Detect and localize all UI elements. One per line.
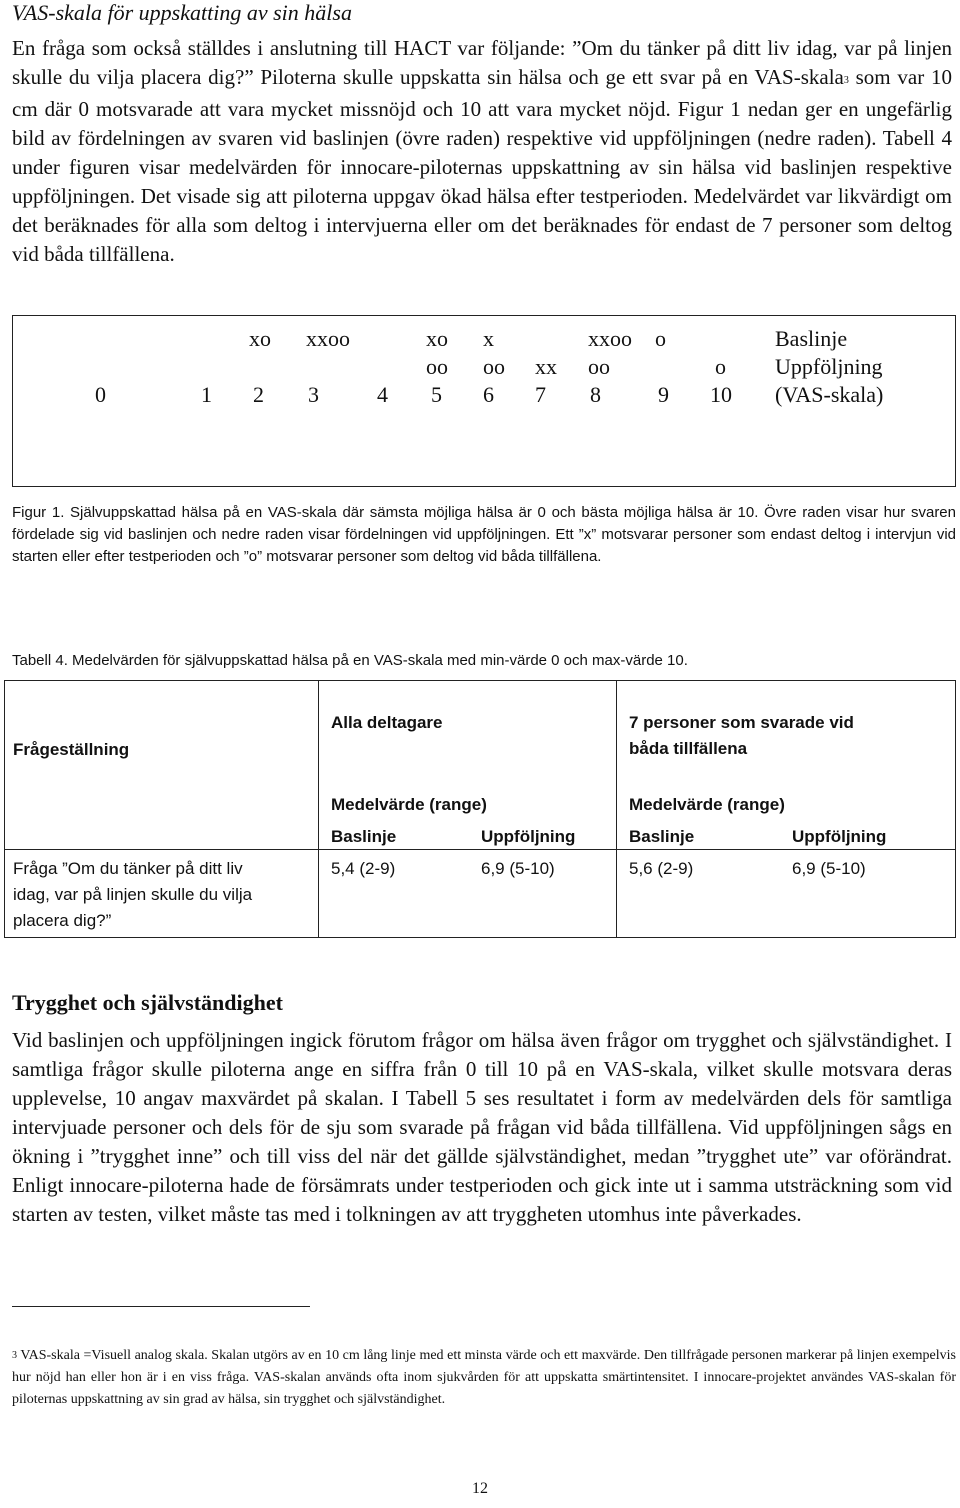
followup-mark-10: o: [715, 354, 726, 379]
cell-baseline-all: 5,4 (2-9): [331, 859, 396, 878]
intro-text-2: som var 10 cm där 0 motsvarade att vara mycket missnöjd och 10 att vara mycket nöjd. Figur 1 nedan ger en ungefärlig bild av fördelningen av svaren vid baslinjen (övre raden) respektive vid uppföljningen (nedre raden). Tabell 4 under figuren visar medelvärden för innocare-piloternas uppskattning av sin hälsa vid baslinjen respektive uppföljningen. Det visade sig att piloterna uppgav ökad hälsa efter testperioden. Medelvärdet var likvärdigt om det beräknades för alla som deltog i intervjuerna eller om det beräknades för endast de 7 personer som deltog vid båda tillfällena.: [12, 65, 952, 266]
baseline-mark-6: x: [483, 326, 494, 351]
header-seven-persons-1: 7 personer som svarade vid: [629, 713, 854, 732]
followup-mark-5: oo: [426, 354, 448, 379]
subheader-mean-all: Medelvärde (range): [331, 795, 487, 814]
section2-title: Trygghet och självständighet: [12, 990, 283, 1015]
scale-7: 7: [535, 382, 546, 407]
footnote-rule: [12, 1306, 310, 1307]
cell-baseline-seven: 5,6 (2-9): [629, 859, 694, 878]
baseline-mark-3: xxoo: [306, 326, 350, 351]
table-divider: [318, 681, 319, 937]
header-seven-persons-2: båda tillfällena: [629, 739, 748, 758]
section-title: VAS-skala för uppskatting av sin hälsa: [12, 0, 352, 25]
scale-8: 8: [590, 382, 601, 407]
table-caption: Tabell 4. Medelvärden för självuppskattad hälsa på en VAS-skala med min-värde 0 och max-värde 10.: [12, 652, 688, 669]
scale-1: 1: [201, 382, 212, 407]
table-divider: [616, 681, 617, 937]
scale-2: 2: [253, 382, 264, 407]
page-number: 12: [472, 1480, 488, 1497]
scale-6: 6: [483, 382, 494, 407]
table-divider: [5, 849, 955, 850]
cell-followup-all: 6,9 (5-10): [481, 859, 555, 878]
row-question-1: Fråga ”Om du tänker på ditt liv: [13, 859, 243, 878]
subheader-followup-all: Uppföljning: [481, 827, 576, 846]
intro-paragraph: [12, 34, 952, 269]
header-question: Frågeställning: [13, 740, 130, 759]
cell-followup-seven: 6,9 (5-10): [792, 859, 866, 878]
scale-10: 10: [710, 382, 732, 407]
scale-3: 3: [308, 382, 319, 407]
footnote-text: VAS-skala =Visuell analog skala. Skalan utgörs av en 10 cm lång linje med ett minsta värde och ett maxvärde. Den tillfrågade personen markerar på linjen exempelvis hur nöjd han eller hon är i en viss fråga. VAS-skalan används ofta inom sjukvården för att uppskatta smärtintensitet. I innocare-projektet användes VAS-skalan för piloternas uppskattning av sin grad av hälsa, sin trygghet och självständighet.: [12, 1348, 956, 1407]
followup-mark-7: xx: [535, 354, 557, 379]
baseline-mark-9: o: [655, 326, 666, 351]
figure-1: [12, 315, 956, 487]
scale-0: 0: [95, 382, 106, 407]
label-baseline: Baslinje: [775, 326, 848, 351]
followup-mark-8: oo: [588, 354, 610, 379]
footnote-ref[interactable]: 3: [843, 75, 849, 86]
header-all-participants: Alla deltagare: [331, 713, 443, 732]
section2-text: Vid baslinjen och uppföljningen ingick förutom frågor om hälsa även frågor om trygghet och självständighet. I samtliga frågor skulle piloterna ange en siffra från 0 till 10 på en VAS-skala, vilket skulle motsvara deras upplevelse, 10 angav maxvärdet på skalan. I Tabell 5 ses resultatet i form av medelvärden dels för samtliga intervjuade personer och dels för de sju som svarade på frågan vid båda tillfällena. Vid uppföljningen sågs en ökning i ”trygghet inne” och till viss del när det gällde självständighet, medan ”trygghet ute” var oförändrat. Enligt innocare-piloterna hade de försämrats under testperioden och gick inte ut i samma utsträckning som vid starten av testen, vilket måste tas med i tolkningen av att tryggheten utomhus inte påverkades.: [12, 1028, 952, 1226]
subheader-mean-seven: Medelvärde (range): [629, 795, 785, 814]
section2-paragraph: [12, 1026, 952, 1229]
scale-5: 5: [431, 382, 442, 407]
baseline-mark-2: xo: [249, 326, 271, 351]
table-4: [4, 680, 956, 938]
subheader-baseline-seven: Baslinje: [629, 827, 695, 846]
label-scale: (VAS-skala): [775, 382, 884, 407]
footnote-number: 3: [12, 1350, 17, 1361]
baseline-mark-8: xxoo: [588, 326, 632, 351]
label-followup: Uppföljning: [775, 354, 883, 379]
row-question-3: placera dig?”: [13, 911, 112, 930]
scale-4: 4: [377, 382, 388, 407]
footnote: [12, 1345, 956, 1411]
followup-mark-6: oo: [483, 354, 505, 379]
figure-caption: Figur 1. Självuppskattad hälsa på en VAS-skala där sämsta möjliga hälsa är 0 och bästa möjliga hälsa är 10. Övre raden visar hur svaren fördelade sig vid baslinjen och nedre raden visar fördelningen vid uppföljningen. Ett ”x” motsvarar personer som endast deltog i intervjun vid starten eller efter testperioden och ”o” motsvarar personer som deltog vid båda tillfällena.: [12, 504, 956, 565]
scale-9: 9: [658, 382, 669, 407]
row-question-2: idag, var på linjen skulle du vilja: [13, 885, 253, 904]
intro-text-1: En fråga som också ställdes i anslutning till HACT var följande: ”Om du tänker på ditt liv idag, var på linjen skulle du vilja placera dig?” Piloterna skulle uppskatta sin hälsa och ge ett svar på en VAS-skala: [12, 36, 952, 89]
subheader-followup-seven: Uppföljning: [792, 827, 887, 846]
subheader-baseline-all: Baslinje: [331, 827, 397, 846]
baseline-mark-5: xo: [426, 326, 448, 351]
